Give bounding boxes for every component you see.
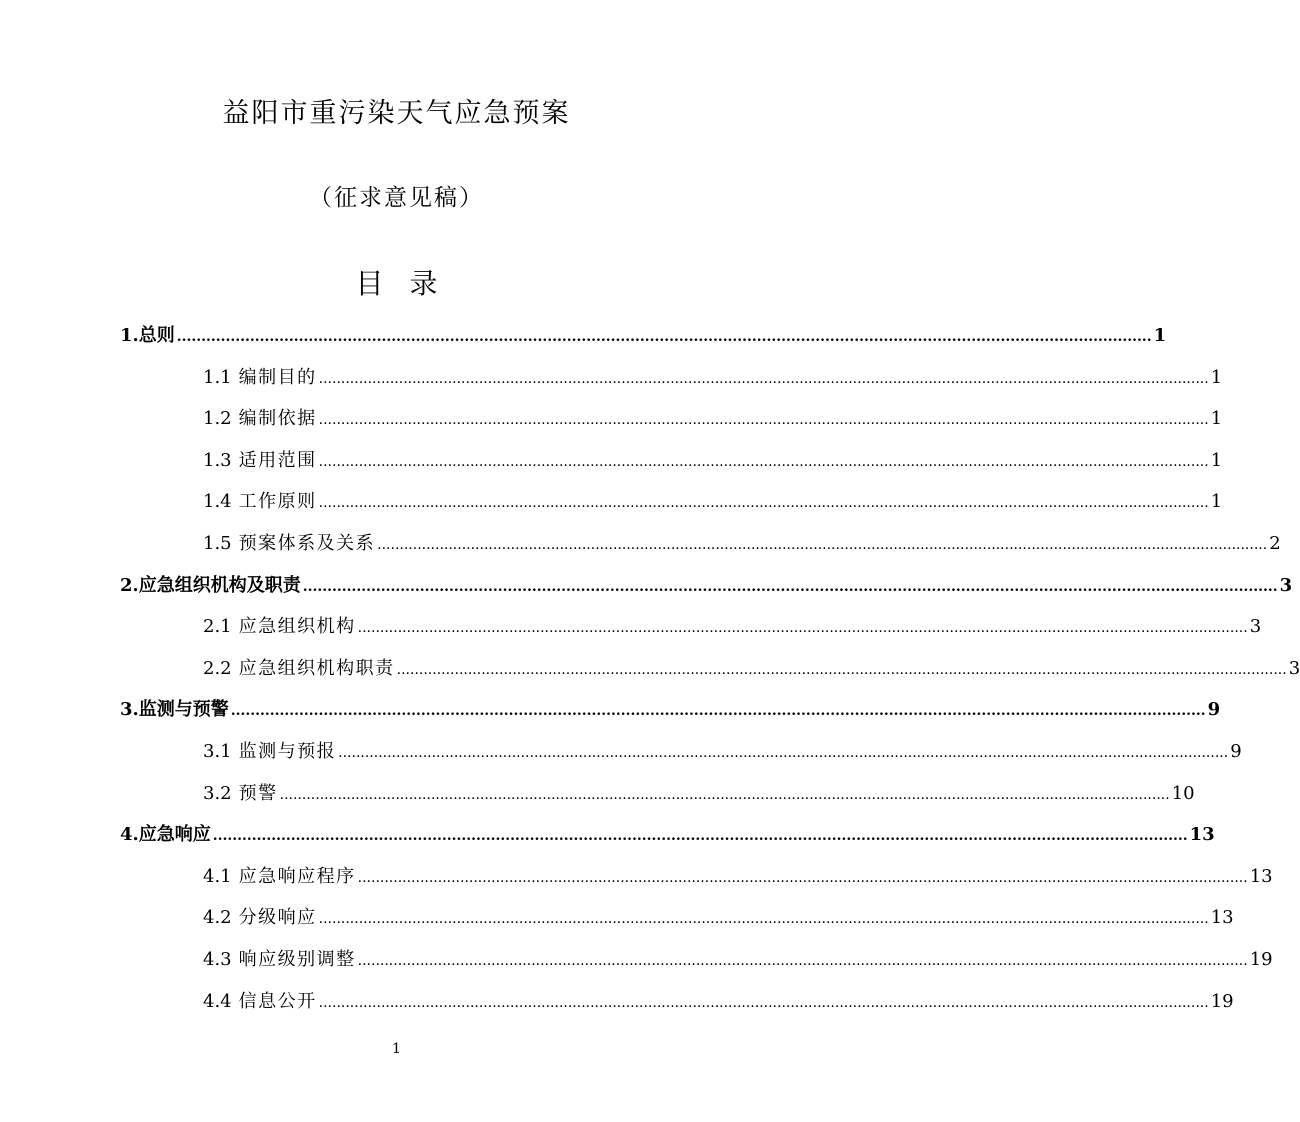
toc-entry-number: 4.4 (203, 990, 232, 1012)
toc-dot-leader: ........................................................................................................................................................................................................ (357, 620, 1248, 637)
toc-entry-page: 3 (1279, 574, 1293, 596)
toc-section-entry[interactable] (203, 931, 1273, 971)
toc-entry-label: 编制依据 (238, 408, 317, 430)
toc-dot-leader: ........................................................................................................................................................................................................ (230, 703, 1206, 720)
toc-entry-page: 13 (1189, 824, 1215, 846)
toc-section-entry[interactable] (203, 598, 1262, 638)
toc-entry-label: 应急响应程序 (238, 865, 356, 887)
toc-section-entry[interactable] (203, 515, 1281, 555)
toc-entry-page: 1 (1210, 449, 1223, 471)
toc-dot-leader: ........................................................................................................................................................................................................ (377, 537, 1268, 553)
toc-entry-number: 1. (120, 325, 139, 346)
toc-entry-number: 4. (120, 824, 139, 846)
toc-entry-page: 1 (1153, 325, 1167, 346)
document-subtitle: （征求意见稿） (309, 185, 484, 211)
toc-dot-leader: ........................................................................................................................................................................................................ (302, 578, 1278, 595)
page-number: 1 (392, 1041, 401, 1057)
toc-entry-number: 4.2 (203, 907, 232, 929)
toc-dot-leader: ........................................................................................................................................................................................................ (318, 911, 1209, 928)
toc-section-entry[interactable] (203, 723, 1242, 763)
toc-section-entry[interactable] (203, 848, 1273, 888)
toc-section-entry[interactable] (203, 349, 1223, 389)
toc-entry-number: 1.5 (203, 533, 232, 554)
toc-section-entry[interactable] (203, 432, 1223, 472)
toc-section-entry[interactable] (203, 889, 1234, 929)
toc-entry-label: 总则 (138, 325, 175, 346)
toc-entry-number: 3.2 (203, 782, 232, 804)
toc-entry-page: 3 (1288, 657, 1300, 679)
toc-entry-label: 应急响应 (138, 824, 211, 846)
toc-chapter-entry[interactable] (120, 557, 1293, 597)
toc-dot-leader: ........................................................................................................................................................................................................ (318, 453, 1209, 470)
toc-section-entry[interactable] (203, 640, 1300, 680)
toc-entry-page: 1 (1210, 366, 1223, 388)
toc-entry-page: 9 (1230, 741, 1242, 762)
toc-entry-label: 适用范围 (238, 449, 317, 471)
toc-section-entry[interactable] (203, 765, 1195, 805)
toc-entry-label: 信息公开 (238, 990, 317, 1012)
toc-entry-label: 应急组织机构职责 (238, 657, 395, 679)
toc-entry-label: 预案体系及关系 (238, 533, 376, 554)
toc-entry-page: 19 (1249, 949, 1273, 970)
toc-dot-leader: ........................................................................................................................................................................................................ (176, 329, 1152, 345)
toc-entry-label: 响应级别调整 (238, 949, 356, 970)
toc-entry-number: 1.1 (203, 366, 232, 388)
toc-heading: 目录 (355, 267, 464, 300)
toc-section-entry[interactable] (203, 390, 1223, 430)
toc-dot-leader: ........................................................................................................................................................................................................ (396, 661, 1287, 678)
toc-section-entry[interactable] (203, 973, 1234, 1013)
toc-entry-number: 1.4 (203, 491, 232, 513)
toc-entry-label: 预警 (238, 782, 278, 804)
toc-entry-page: 1 (1210, 491, 1223, 513)
toc-entry-page: 3 (1249, 616, 1262, 638)
toc-chapter-entry[interactable] (120, 307, 1167, 347)
toc-entry-page: 1 (1210, 408, 1223, 430)
toc-chapter-entry[interactable] (120, 681, 1221, 721)
toc-entry-label: 监测与预警 (138, 699, 229, 721)
toc-entry-page: 13 (1249, 865, 1273, 887)
toc-entry-number: 2.1 (203, 616, 232, 638)
toc-entry-number: 1.2 (203, 408, 232, 430)
toc-dot-leader: ........................................................................................................................................................................................................ (318, 412, 1209, 429)
toc-entry-label: 工作原则 (238, 491, 317, 513)
toc-entry-number: 2.2 (203, 657, 232, 679)
toc-dot-leader: ........................................................................................................................................................................................................ (279, 786, 1170, 803)
toc-entry-label: 分级响应 (238, 907, 317, 929)
toc-entry-label: 应急组织机构及职责 (138, 574, 301, 596)
toc-entry-page: 10 (1171, 782, 1195, 804)
toc-section-entry[interactable] (203, 473, 1223, 513)
toc-entry-number: 1.3 (203, 449, 232, 471)
toc-chapter-entry[interactable] (120, 806, 1215, 846)
toc-entry-page: 19 (1210, 990, 1234, 1012)
toc-dot-leader: ........................................................................................................................................................................................................ (357, 869, 1248, 886)
toc-dot-leader: ........................................................................................................................................................................................................ (212, 828, 1188, 845)
toc-dot-leader: ........................................................................................................................................................................................................ (318, 370, 1209, 387)
toc-entry-number: 3.1 (203, 741, 232, 762)
toc-dot-leader: ........................................................................................................................................................................................................ (318, 994, 1209, 1011)
toc-dot-leader: ........................................................................................................................................................................................................ (357, 953, 1248, 969)
toc-dot-leader: ........................................................................................................................................................................................................ (318, 495, 1209, 512)
toc-entry-label: 监测与预报 (238, 741, 337, 762)
toc-entry-page: 2 (1269, 533, 1281, 554)
toc-entry-page: 13 (1210, 907, 1234, 929)
toc-entry-page: 9 (1207, 699, 1221, 721)
toc-entry-number: 2. (120, 574, 139, 596)
toc-dot-leader: ........................................................................................................................................................................................................ (338, 745, 1229, 761)
toc-entry-label: 编制目的 (238, 366, 317, 388)
toc-entry-label: 应急组织机构 (238, 616, 356, 638)
document-title: 益阳市重污染天气应急预案 (222, 98, 571, 129)
toc-entry-number: 4.1 (203, 865, 232, 887)
toc-entry-number: 4.3 (203, 949, 232, 970)
toc-entry-number: 3. (120, 699, 139, 721)
